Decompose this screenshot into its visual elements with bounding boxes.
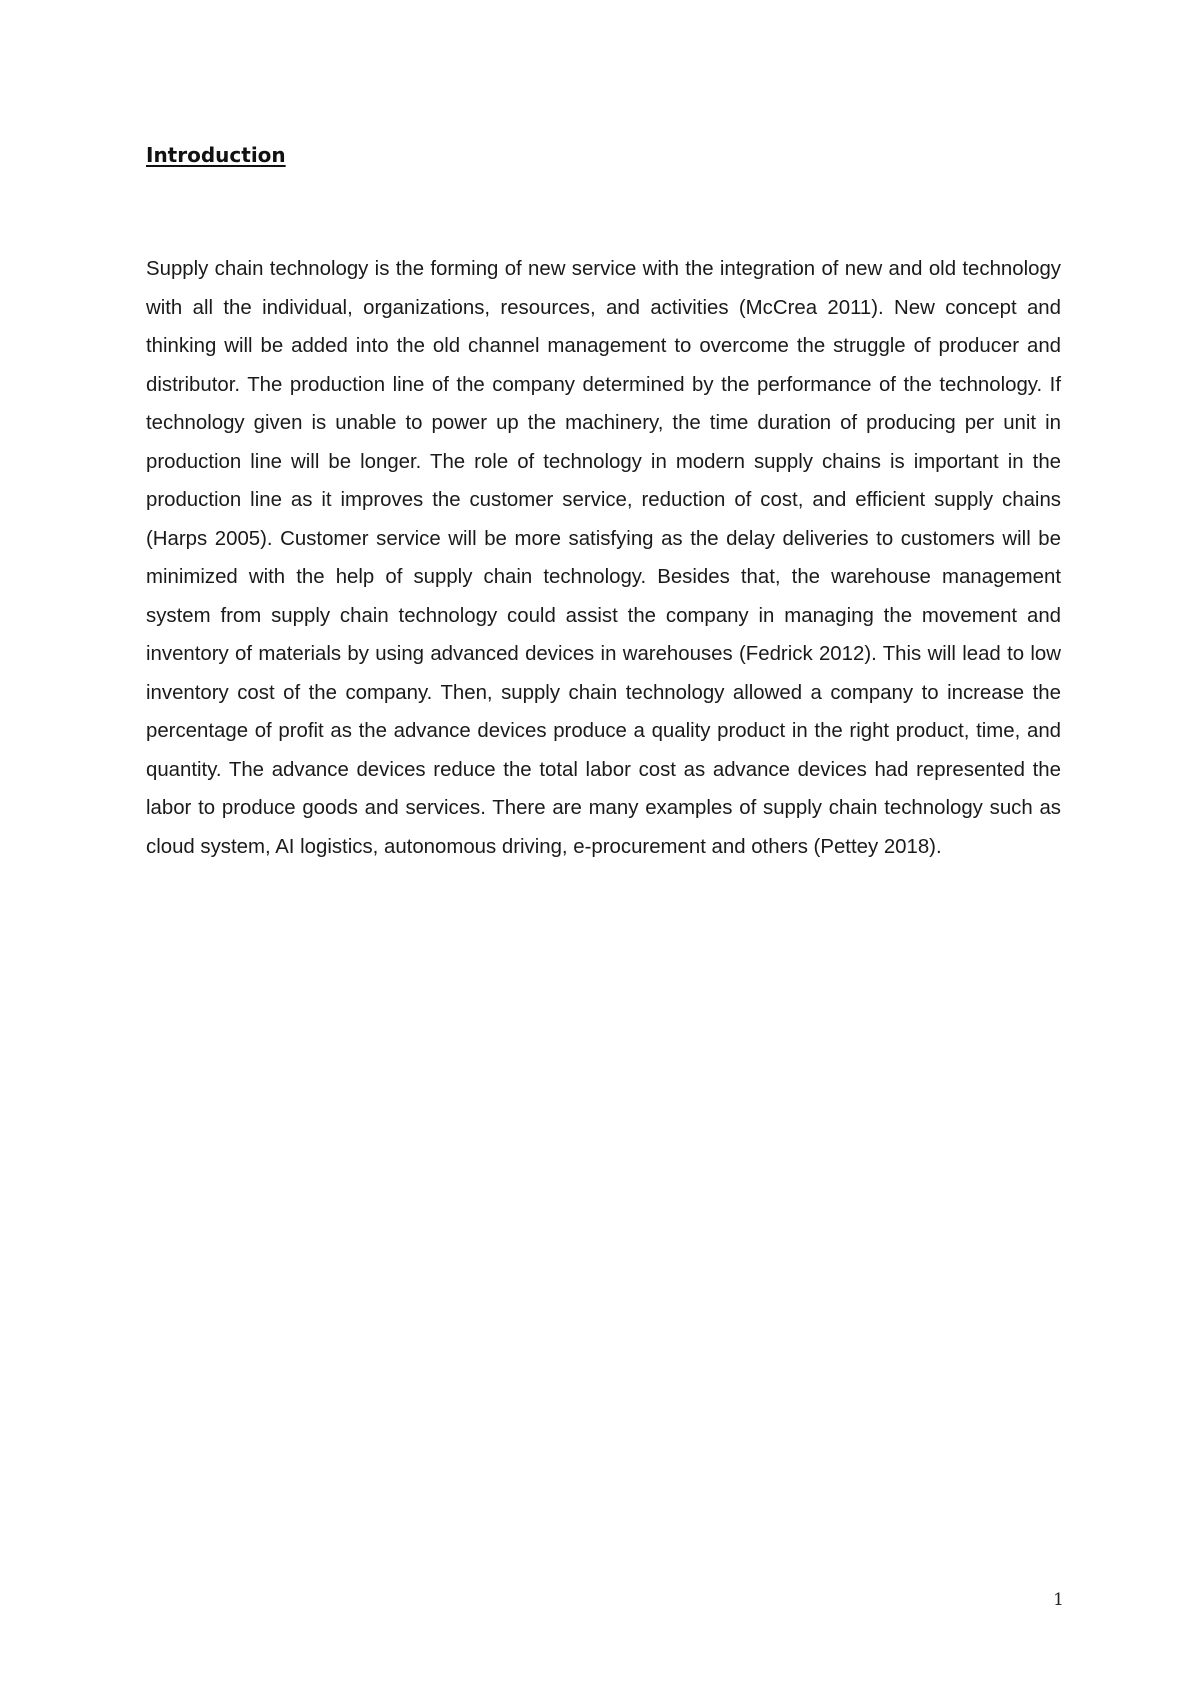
section-heading: Introduction bbox=[146, 143, 286, 167]
body-paragraph: Supply chain technology is the forming of new service with the integration of new and old technology with all the individual, organizations, resources, and activities (McCrea 2011). New concept and thinking will be added into the old channel management to overcome the struggle of producer and distributor. The production line of the company determined by the performance of the technology. If technology given is unable to power up the machinery, the time duration of producing per unit in production line will be longer. The role of technology in modern supply chains is important in the production line as it improves the customer service, reduction of cost, and efficient supply chains (Harps 2005). Customer service will be more satisfying as the delay deliveries to customers will be minimized with the help of supply chain technology. Besides that, the warehouse management system from supply chain technology could assist the company in managing the movement and inventory of materials by using advanced devices in warehouses (Fedrick 2012). This will lead to low inventory cost of the company. Then, supply chain technology allowed a company to increase the percentage of profit as the advance devices produce a quality product in the right product, time, and quantity. The advance devices reduce the total labor cost as advance devices had represented the labor to produce goods and services. There are many examples of supply chain technology such as cloud system, AI logistics, autonomous driving, e-procurement and others (Pettey 2018). bbox=[146, 258, 1061, 858]
page-number: 1 bbox=[1053, 1590, 1064, 1610]
